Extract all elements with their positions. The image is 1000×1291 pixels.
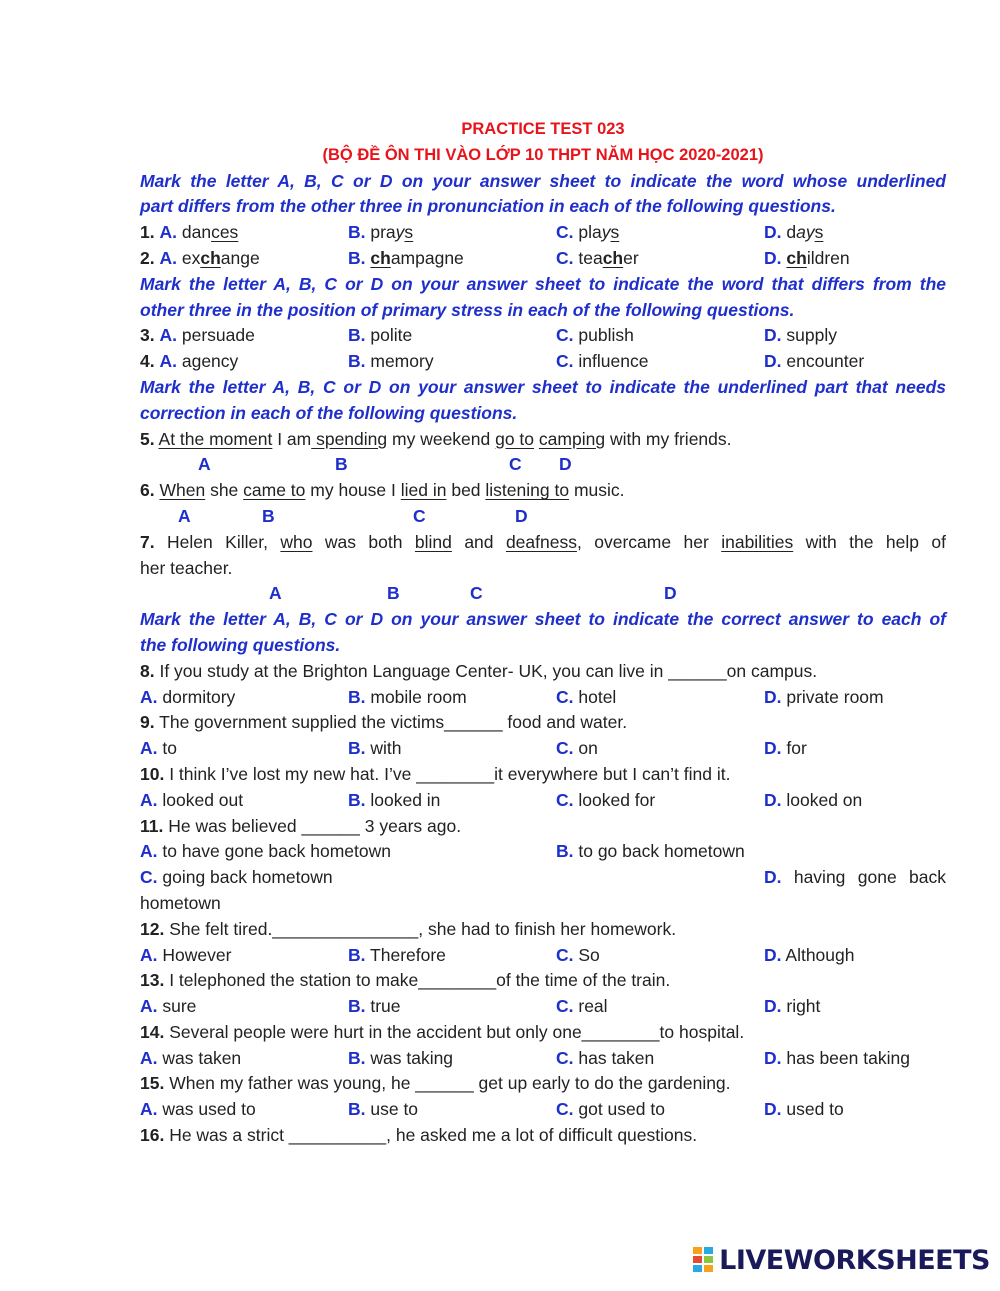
option-d[interactable]: D. has been taking: [764, 1047, 910, 1068]
instruction-correction-1: Mark the letter A, B, C or D on your answer sheet to indicate the underlined part that needs: [140, 376, 946, 397]
question-11-option-d-continued: hometown: [140, 892, 221, 913]
option-a[interactable]: A. looked out: [140, 789, 244, 810]
question-1: 1. A. dances B. prays C. plays D. days: [140, 222, 824, 243]
question-6-labels: A B C D: [178, 505, 528, 526]
question-10-options: [140, 788, 946, 814]
question-16: 16. He was a strict __________, he asked me a lot of difficult questions.: [140, 1125, 698, 1146]
option-d[interactable]: D. Although: [764, 944, 855, 965]
question-13-options: [140, 994, 946, 1020]
option-b[interactable]: B. with: [348, 738, 402, 759]
question-8-options: [140, 685, 946, 711]
instruction-correction-2: correction in each of the following questions.: [140, 402, 518, 423]
instruction-answer-2: the following questions.: [140, 634, 341, 655]
question-4: 4. A. agency B. memory C. influence D. encounter: [140, 351, 865, 372]
option-c[interactable]: C. on: [556, 738, 598, 759]
option-a[interactable]: A. was used to: [140, 1099, 256, 1120]
question-10: 10. I think I’ve lost my new hat. I’ve ________it everywhere but I can’t find it.: [140, 763, 731, 784]
option-a[interactable]: A. to have gone back hometown: [140, 841, 391, 862]
question-3: 3. A. persuade B. polite C. publish D. supply: [140, 325, 837, 346]
question-5: 5. At the moment I am spending my weekend go to camping with my friends.: [140, 428, 732, 449]
question-7: 7. Helen Killer, who was both blind and deafness, overcame her inabilities with the help of: [140, 531, 946, 552]
option-c[interactable]: C. real: [556, 996, 608, 1017]
question-5-labels: A B C D: [198, 454, 572, 475]
question-7-labels: A B C D: [269, 583, 677, 604]
question-9-options: [140, 736, 946, 762]
option-d[interactable]: D. right: [764, 996, 821, 1017]
question-7-continued: her teacher.: [140, 557, 233, 578]
question-11-options-ab: [140, 839, 946, 865]
option-b[interactable]: B. use to: [348, 1099, 419, 1120]
instruction-answer-1: Mark the letter A, B, C or D on your answer sheet to indicate the correct answer to each of: [140, 609, 946, 630]
instruction-pronunciation-2: part differs from the other three in pronunciation in each of the following questions.: [140, 196, 836, 217]
option-b[interactable]: B. true: [348, 996, 401, 1017]
test-title: PRACTICE TEST 023: [461, 120, 625, 138]
option-a[interactable]: A. to: [140, 738, 177, 759]
question-8: 8. If you study at the Brighton Language Center- UK, you can live in ______on campus.: [140, 660, 818, 681]
option-a[interactable]: A. However: [140, 944, 232, 965]
test-subtitle: (BỘ ĐỀ ÔN THI VÀO LỚP 10 THPT NĂM HỌC 2020-2021): [322, 145, 764, 164]
option-b[interactable]: B. was taking: [348, 1047, 454, 1068]
question-12: 12. She felt tired._______________, she had to finish her homework.: [140, 918, 677, 939]
question-15: 15. When my father was young, he ______ get up early to do the gardening.: [140, 1073, 731, 1094]
instruction-pronunciation-1: Mark the letter A, B, C or D on your answer sheet to indicate the word whose underlined: [140, 170, 946, 191]
instruction-stress-2: other three in the position of primary stress in each of the following questions.: [140, 299, 795, 320]
question-15-options: [140, 1097, 946, 1123]
option-b[interactable]: B. to go back hometown: [556, 841, 745, 862]
question-2: 2. A. exchange B. champagne C. teacher D. children: [140, 247, 850, 268]
liveworksheets-logo: [693, 1243, 990, 1277]
option-b[interactable]: B. looked in: [348, 789, 441, 810]
option-c[interactable]: C. So: [556, 944, 600, 965]
instruction-stress-1: Mark the letter A, B, C or D on your answer sheet to indicate the word that differs from the: [140, 273, 946, 294]
option-d[interactable]: D. for: [764, 738, 807, 759]
option-a[interactable]: A. dormitory: [140, 686, 236, 707]
worksheet-page: [140, 117, 946, 1149]
question-11-options-cd: [140, 865, 946, 891]
question-11: 11. He was believed ______ 3 years ago.: [140, 815, 462, 836]
question-14-options: [140, 1046, 946, 1072]
question-14: 14. Several people were hurt in the accident but only one________to hospital.: [140, 1021, 745, 1042]
option-c[interactable]: C. hotel: [556, 686, 617, 707]
option-b[interactable]: B. Therefore: [348, 944, 446, 965]
option-d[interactable]: D. used to: [764, 1099, 844, 1120]
option-b[interactable]: B. mobile room: [348, 686, 467, 707]
option-c[interactable]: C. going back hometown: [140, 867, 333, 888]
option-a[interactable]: A. sure: [140, 996, 197, 1017]
option-a[interactable]: A. was taken: [140, 1047, 242, 1068]
liveworksheets-logo-icon: [693, 1247, 715, 1273]
question-12-options: [140, 943, 946, 969]
option-c[interactable]: C. looked for: [556, 789, 656, 810]
option-c[interactable]: C. has taken: [556, 1047, 655, 1068]
liveworksheets-logo-text: LIVEWORKSHEETS: [719, 1244, 990, 1276]
option-d[interactable]: D. having gone back: [764, 867, 946, 888]
question-9: 9. The government supplied the victims______ food and water.: [140, 712, 628, 733]
option-c[interactable]: C. got used to: [556, 1099, 665, 1120]
question-13: 13. I telephoned the station to make________of the time of the train.: [140, 970, 671, 991]
option-d[interactable]: D. private room: [764, 686, 884, 707]
question-6: 6. When she came to my house I lied in bed listening to music.: [140, 480, 625, 501]
option-d[interactable]: D. looked on: [764, 789, 863, 810]
